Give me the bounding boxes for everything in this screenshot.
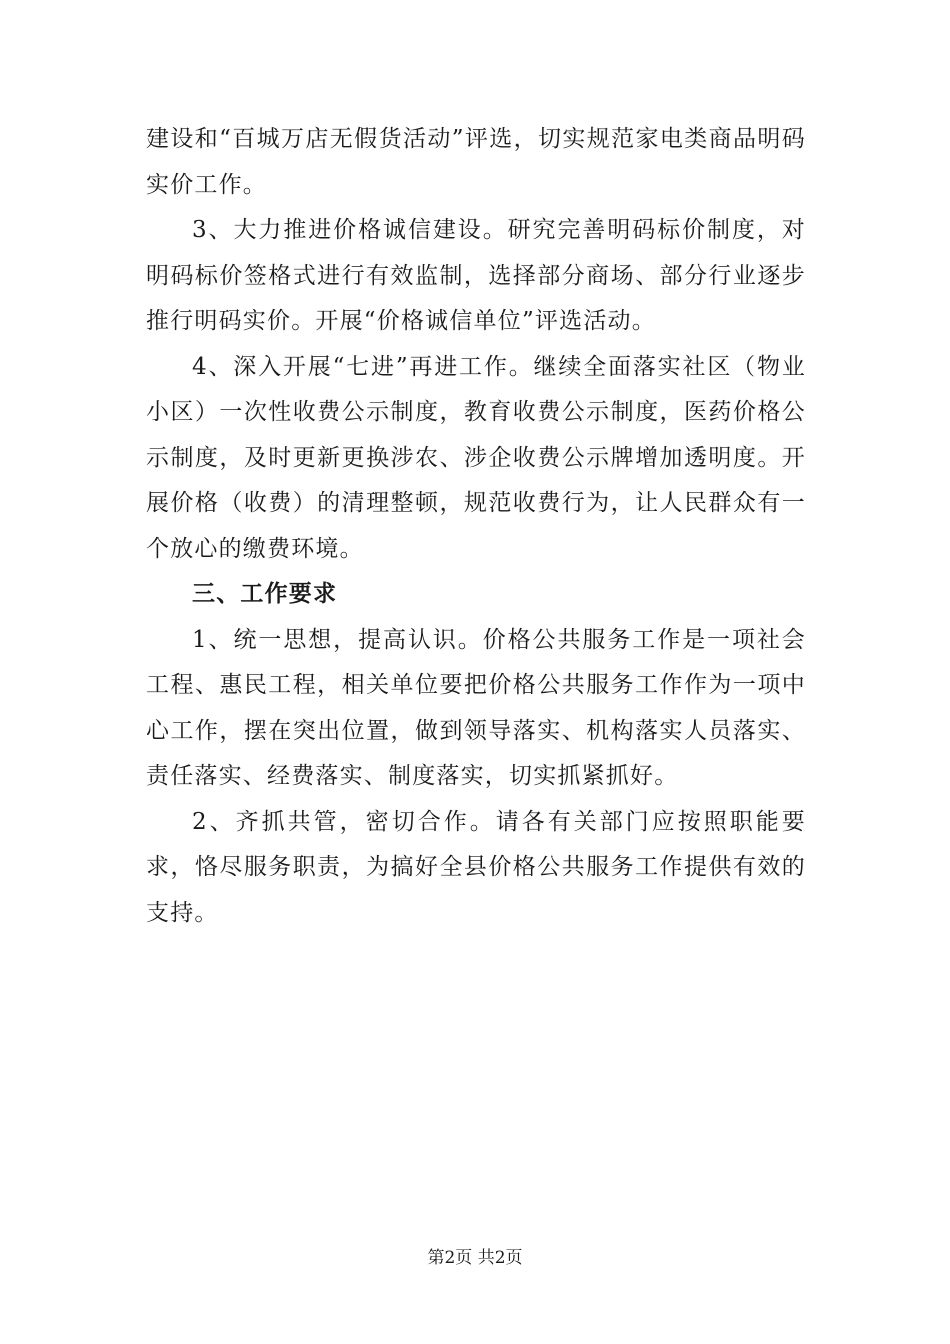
document-body — [146, 117, 806, 936]
paragraph-requirement-2: 2、齐抓共管，密切合作。请各有关部门应按照职能要求，恪尽服务职责，为搞好全县价格公共服务工作提供有效的支持。 — [146, 808, 806, 926]
page-number-footer: 第2页 共2页 — [427, 1248, 523, 1268]
paragraph-item-3: 3、大力推进价格诚信建设。研究完善明码标价制度，对明码标价签格式进行有效监制，选择部分商场、部分行业逐步推行明码实价。开展“价格诚信单位”评选活动。 — [146, 217, 806, 334]
paragraph-requirement-1: 1、统一思想，提高认识。价格公共服务工作是一项社会工程、惠民工程，相关单位要把价格公共服务工作作为一项中心工作，摆在突出位置，做到领导落实、机构落实人员落实、责任落实、经费落实、制度落实，切实抓紧抓好。 — [146, 626, 806, 789]
section-heading: 三、工作要求 — [192, 581, 338, 607]
paragraph-continuation: 建设和“百城万店无假货活动”评选，切实规范家电类商品明码实价工作。 — [146, 126, 806, 198]
paragraph-item-4: 4、深入开展“七进”再进工作。继续全面落实社区（物业小区）一次性收费公示制度，教育收费公示制度，医药价格公示制度，及时更新更换涉农、涉企收费公示牌增加透明度。开展价格（收费）的清理整顿，规范收费行为，让人民群众有一个放心的缴费环境。 — [146, 353, 806, 562]
